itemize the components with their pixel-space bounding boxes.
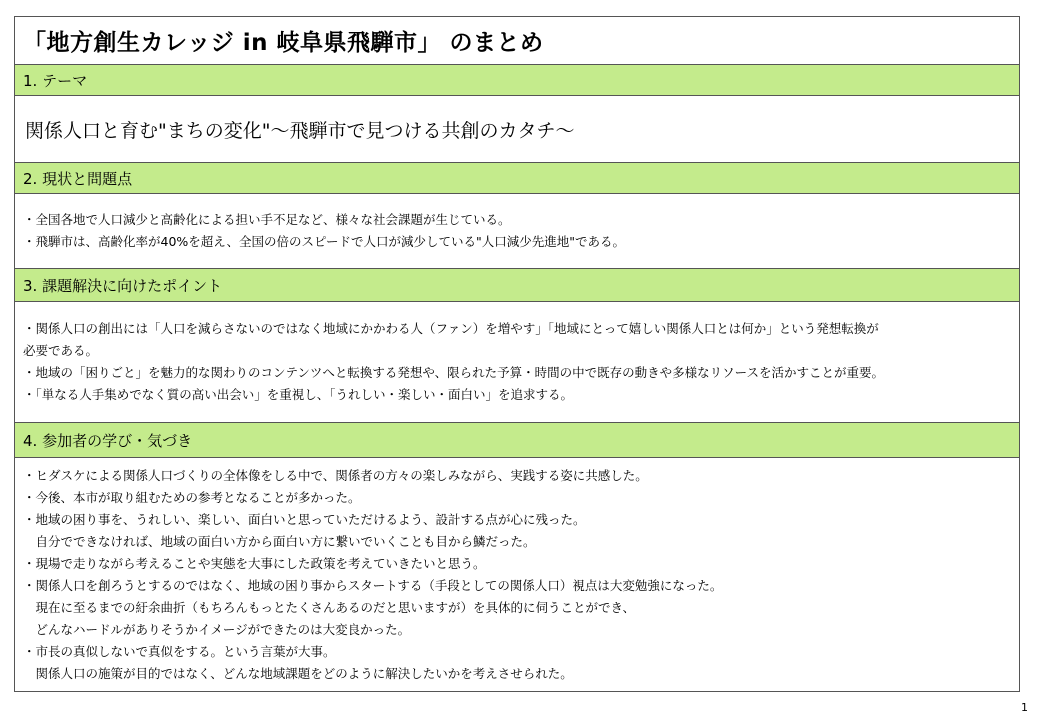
section-4-line: ・現場で走りながら考えることや実態を大事にした政策を考えていきたいと思う。 (23, 556, 486, 571)
section-3-line: ・関係人口の創出には「人口を減らさないのではなく地域にかかわる人（ファン）を増やす」「地域にとって嬉しい関係人口とは何か」という発想転換が (23, 321, 879, 336)
section-3-heading: 3. 課題解決に向けたポイント (15, 269, 1019, 302)
summary-table (14, 16, 1020, 692)
section-4-line: 現在に至るまでの紆余曲折（もちろんもっとたくさんあるのだと思いますが）を具体的に伺うことができ、 (23, 600, 636, 615)
section-4-line: 自分でできなければ、地域の面白い方から面白い方に繋いでいくことも目から鱗だった。 (23, 534, 536, 549)
section-4-line: ・市長の真似しないで真似をする。という言葉が大事。 (23, 644, 336, 659)
section-4-heading: 4. 参加者の学び・気づき (15, 423, 1019, 458)
section-4-body (15, 458, 1019, 692)
section-2-body (15, 194, 1019, 269)
section-1-theme: 関係人口と育む"まちの変化"～飛騨市で見つける共創のカタチ～ (15, 96, 1019, 163)
page-title: 「地方創生カレッジ in 岐阜県飛騨市」 のまとめ (15, 17, 1019, 65)
section-2-line: ・飛騨市は、高齢化率が40%を超え、全国の倍のスピードで人口が減少している"人口減少先進地"である。 (23, 234, 626, 249)
section-3-body (15, 302, 1019, 423)
section-4-line: ・関係人口を創ろうとするのではなく、地域の困り事からスタートする（手段としての関係人口）視点は大変勉強になった。 (23, 578, 723, 593)
page-number: 1 (1021, 701, 1028, 714)
section-3-line: ・地域の「困りごと」を魅力的な関わりのコンテンツへと転換する発想や、限られた予算・時間の中で既存の動きや多様なリソースを活かすことが重要。 (23, 365, 885, 380)
section-3-line: ・「単なる人手集めでなく質の高い出会い」を重視し、「うれしい・楽しい・面白い」を追求する。 (23, 387, 574, 402)
section-2-line: ・全国各地で人口減少と高齢化による担い手不足など、様々な社会課題が生じている。 (23, 212, 511, 227)
section-1-heading: 1. テーマ (15, 65, 1019, 96)
section-4-line: 関係人口の施策が目的ではなく、どんな地域課題をどのように解決したいかを考えさせられた。 (23, 666, 573, 681)
section-4-line: ・今後、本市が取り組むための参考となることが多かった。 (23, 490, 361, 505)
section-3-line: 必要である。 (23, 343, 99, 358)
section-4-line: ・地域の困り事を、うれしい、楽しい、面白いと思っていただけるよう、設計する点が心に残った。 (23, 512, 586, 527)
section-4-line: ・ヒダスケによる関係人口づくりの全体像をしる中で、関係者の方々の楽しみながら、実践する姿に共感した。 (23, 468, 648, 483)
section-4-line: どんなハードルがありそうかイメージができたのは大変良かった。 (23, 622, 411, 637)
section-2-heading: 2. 現状と問題点 (15, 163, 1019, 194)
